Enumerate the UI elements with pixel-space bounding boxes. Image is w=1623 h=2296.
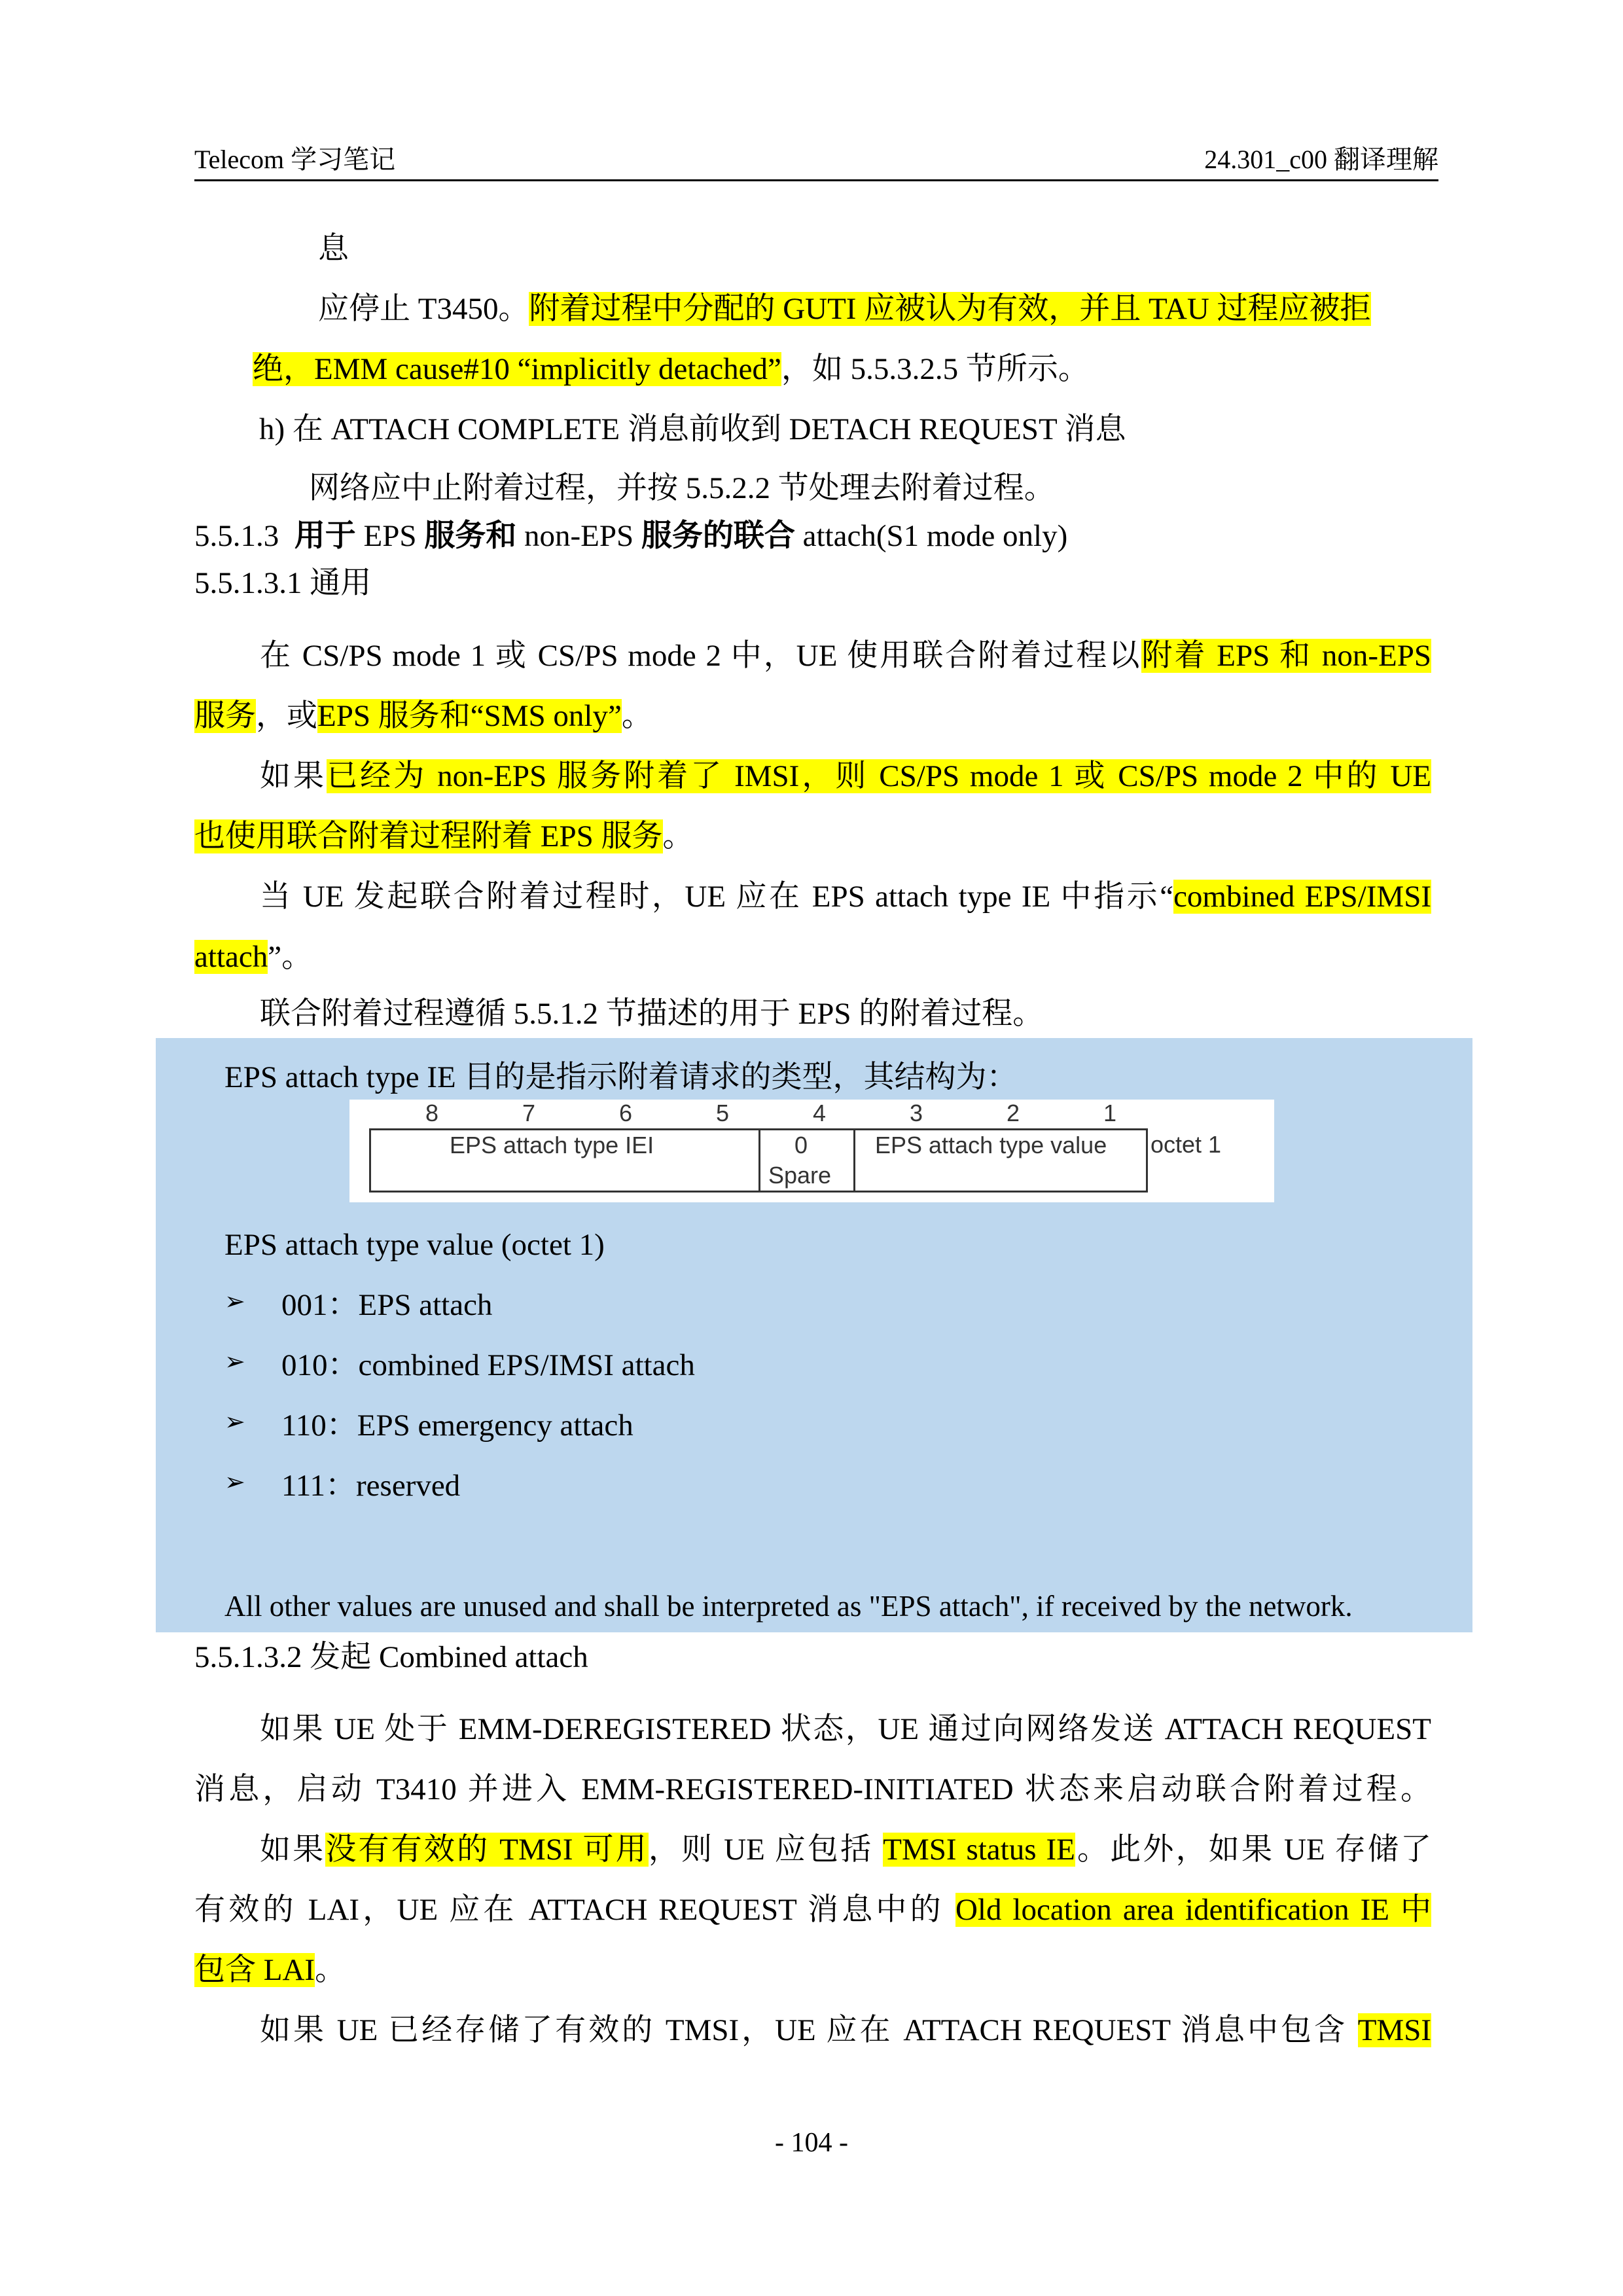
para-line [260, 753, 1431, 800]
spare-label: Spare [768, 1162, 832, 1189]
text-run: ，或 [256, 699, 317, 733]
spare-value: 0 [794, 1132, 808, 1158]
bullet-arrow-icon: ➢ [224, 1347, 245, 1376]
iei-cell [369, 1128, 760, 1193]
highlighted-text: EPS 服务和“SMS only” [317, 699, 622, 733]
text-run: 如果 UE 已经存储了有效的 TMSI，UE 应在 ATTACH REQUEST 消息中包含 [260, 2013, 1358, 2047]
para-line [260, 632, 1431, 679]
heading-text: 服务和 [424, 518, 517, 554]
text-run: ”。 [268, 940, 313, 974]
section-heading [194, 512, 1067, 560]
highlighted-text: TMSI [1357, 2013, 1431, 2047]
para-line: 如果 UE 处于 EMM-DEREGISTERED 状态，UE 通过向网络发送 ATTACH REQUEST [260, 1712, 1431, 1746]
text-run: 。 [662, 819, 694, 853]
para-line: 联合附着过程遵循 5.5.1.2 节描述的用于 EPS 的附着过程。 [260, 997, 1044, 1031]
text-run: ，如 5.5.3.2.5 节所示。 [781, 352, 1089, 386]
para-line [260, 2007, 1431, 2054]
bit-label: 3 [910, 1100, 923, 1126]
highlighted-text: 没有有效的 TMSI 可用 [325, 1833, 649, 1867]
para-line [194, 813, 694, 860]
header-left: Telecom 学习笔记 [194, 145, 396, 174]
text-run: 在 CS/PS mode 1 或 CS/PS mode 2 中，UE 使用联合附着过程以 [260, 639, 1142, 673]
para-line: 消息，启动 T3410 并进入 EMM-REGISTERED-INITIATED 状态来启动联合附着过程。 [194, 1772, 1431, 1806]
bit-label: 8 [425, 1100, 439, 1126]
bit-label: 6 [619, 1100, 633, 1126]
text-run: 有效的 LAI，UE 应在 ATTACH REQUEST 消息中的 [194, 1893, 955, 1927]
bullet-arrow-icon: ➢ [224, 1287, 245, 1316]
highlighted-text: 包含 LAI [194, 1953, 315, 1987]
bit-label: 7 [522, 1100, 536, 1126]
highlighted-text: combined EPS/IMSI [1173, 880, 1431, 914]
para-line [194, 1886, 1431, 1933]
ie-structure-table [349, 1100, 1274, 1202]
para-line [260, 1826, 1431, 1873]
header-right: 24.301_c00 翻译理解 [1204, 145, 1438, 174]
highlighted-text: 附着过程中分配的 GUTI 应被认为有效，并且 TAU 过程应被拒 [529, 292, 1371, 326]
para-line [194, 1946, 346, 1994]
para-line [260, 873, 1431, 920]
text-run: 。 [621, 699, 652, 733]
list-item: 111：reserved [281, 1469, 461, 1503]
section-heading: 5.5.1.3.2 发起 Combined attach [194, 1640, 588, 1674]
list-item: 110：EPS emergency attach [281, 1408, 633, 1443]
value-cell [853, 1128, 1148, 1193]
box-intro: EPS attach type IE 目的是指示附着请求的类型，其结构为： [224, 1060, 1018, 1094]
highlighted-text: 服务 [194, 699, 256, 733]
highlighted-text: 已经为 non-EPS 服务附着了 IMSI，则 CS/PS mode 1 或 CS/PS mode 2 中的 UE [327, 759, 1431, 793]
highlighted-text: 也使用联合附着过程附着 EPS 服务 [194, 819, 663, 853]
octet-label: octet 1 [1150, 1131, 1222, 1158]
para-line [194, 692, 652, 740]
para-line [253, 346, 1089, 393]
iei-label: EPS attach type IEI [450, 1132, 654, 1158]
list-item: 010：combined EPS/IMSI attach [281, 1348, 695, 1382]
para-line [318, 285, 1371, 332]
highlighted-text: Old location area identification IE 中 [955, 1893, 1431, 1927]
list-item: 001：EPS attach [281, 1288, 493, 1322]
para-line [194, 933, 312, 980]
box-footer: All other values are unused and shall be interpreted as "EPS attach", if received by the network. [224, 1590, 1353, 1623]
highlighted-text: 绝，EMM cause#10 “implicitly detached” [253, 352, 781, 386]
text-run: 。此外，如果 UE 存储了 [1075, 1833, 1432, 1867]
page-number: - 104 - [775, 2128, 848, 2158]
value-title: EPS attach type value (octet 1) [224, 1228, 605, 1262]
heading-text: 服务的联合 [641, 518, 795, 554]
para-line: 息 [318, 232, 349, 266]
heading-text: attach(S1 mode only) [794, 519, 1068, 553]
spare-cell [758, 1128, 855, 1193]
bit-label: 4 [813, 1100, 827, 1126]
heading-text: non-EPS [516, 519, 641, 553]
highlighted-text: TMSI status IE [883, 1833, 1075, 1867]
text-run: ，则 UE 应包括 [648, 1833, 883, 1867]
text-run: 应停止 T3450。 [318, 292, 529, 326]
text-run: 。 [315, 1953, 346, 1987]
heading-text: EPS [355, 519, 425, 553]
bit-number-row [373, 1100, 1224, 1128]
text-run: 如果 [260, 759, 327, 793]
heading-text: 用于 [294, 518, 356, 554]
bit-label: 1 [1103, 1100, 1117, 1126]
value-label: EPS attach type value [875, 1132, 1107, 1158]
bit-label: 2 [1007, 1100, 1020, 1126]
bullet-arrow-icon: ➢ [224, 1467, 245, 1496]
bit-label: 5 [716, 1100, 730, 1126]
text-run: 如果 [260, 1833, 326, 1867]
para-line: 网络应中止附着过程，并按 5.5.2.2 节处理去附着过程。 [309, 471, 1055, 505]
highlighted-text: 附着 EPS 和 non-EPS [1141, 639, 1431, 673]
section-heading: 5.5.1.3.1 通用 [194, 566, 372, 600]
section-number: 5.5.1.3 [194, 519, 279, 553]
header-rule [194, 179, 1438, 181]
highlighted-text: attach [194, 940, 268, 974]
list-item-h: h) 在 ATTACH COMPLETE 消息前收到 DETACH REQUEST 消息 [259, 412, 1126, 446]
text-run: 当 UE 发起联合附着过程时，UE 应在 EPS attach type IE 中指示“ [260, 880, 1174, 914]
bullet-arrow-icon: ➢ [224, 1407, 245, 1436]
